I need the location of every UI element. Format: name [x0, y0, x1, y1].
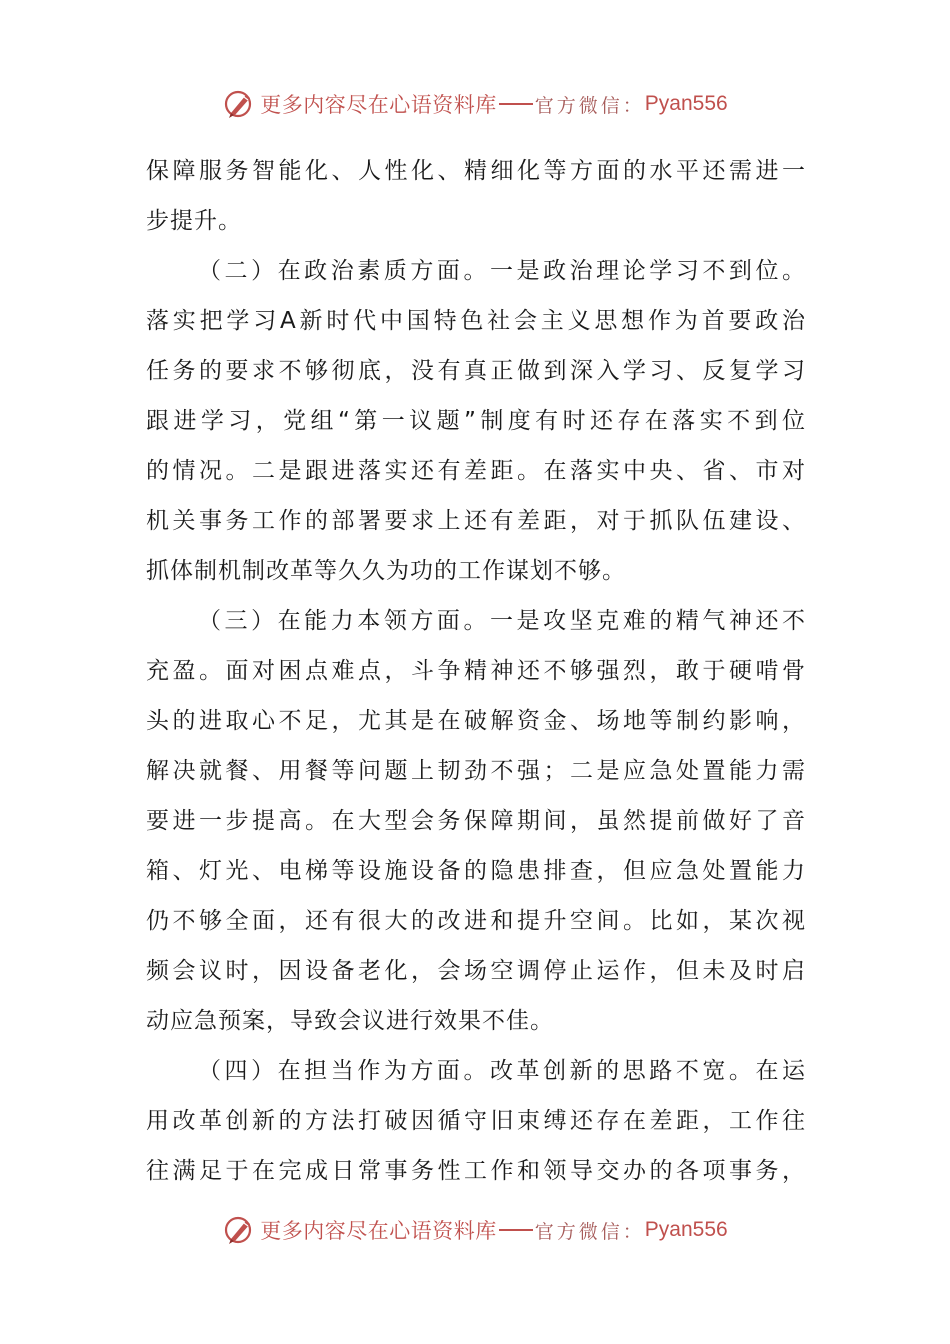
text-line: （四）在担当作为方面。改革创新的思路不宽。在运: [198, 1058, 806, 1084]
text-line: 头的进取心不足，尤其是在破解资金、场地等制约影响，: [146, 708, 806, 734]
text-line: 箱、灯光、电梯等设施设备的隐患排查，但应急处置能力: [146, 858, 806, 884]
text-line: 解决就餐、用餐等问题上韧劲不强；二是应急处置能力需: [146, 758, 806, 784]
watermark-text: 更多内容尽在心语资料库: [260, 93, 497, 117]
text-line: （三）在能力本领方面。一是攻坚克难的精气神还不: [198, 608, 806, 634]
text-line: 的情况。二是跟进落实还有差距。在落实中央、省、市对: [146, 458, 806, 484]
text-line: 抓体制机制改革等久久为功的工作谋划不够。: [146, 558, 626, 584]
document-body: [146, 146, 806, 1196]
text-line: 用改革创新的方法打破因循守旧束缚还存在差距，工作往: [146, 1108, 806, 1134]
text-line: 往满足于在完成日常事务性工作和领导交办的各项事务，: [146, 1158, 806, 1184]
text-line: 频会议时，因设备老化，会场空调停止运作，但未及时启: [146, 958, 806, 984]
watermark-wechat-id: Pyan556: [644, 92, 728, 115]
text-line: 仍不够全面，还有很大的改进和提升空间。比如，某次视: [146, 908, 806, 934]
text-line: 任务的要求不够彻底，没有真正做到深入学习、反复学习: [146, 358, 806, 384]
pen-logo-icon: [222, 1213, 256, 1247]
watermark-text: 更多内容尽在心语资料库: [260, 1219, 497, 1243]
text-line: 充盈。面对困点难点，斗争精神还不够强烈，敢于硬啃骨: [146, 658, 806, 684]
watermark-wechat-label: 官方微信：: [534, 94, 645, 117]
text-line: 步提升。: [146, 208, 242, 234]
watermark-dash: [499, 1229, 533, 1231]
text-line: 落实把学习A新时代中国特色社会主义思想作为首要政治: [146, 308, 806, 334]
text-line: 保障服务智能化、人性化、精细化等方面的水平还需进一: [146, 158, 806, 184]
watermark-dash: [499, 103, 533, 105]
text-line: 要进一步提高。在大型会务保障期间，虽然提前做好了音: [146, 808, 806, 834]
text-line: 跟进学习，党组“第一议题”制度有时还存在落实不到位: [146, 408, 806, 434]
watermark-wechat-label: 官方微信：: [534, 1220, 645, 1243]
text-line: 动应急预案，导致会议进行效果不佳。: [146, 1008, 554, 1034]
text-line: 机关事务工作的部署要求上还有差距，对于抓队伍建设、: [146, 508, 806, 534]
watermark-wechat-id: Pyan556: [644, 1218, 728, 1241]
text-line: （二）在政治素质方面。一是政治理论学习不到位。: [198, 258, 806, 284]
footer-watermark: [0, 1210, 950, 1250]
header-watermark: [0, 84, 950, 124]
pen-logo-icon: [222, 87, 256, 121]
